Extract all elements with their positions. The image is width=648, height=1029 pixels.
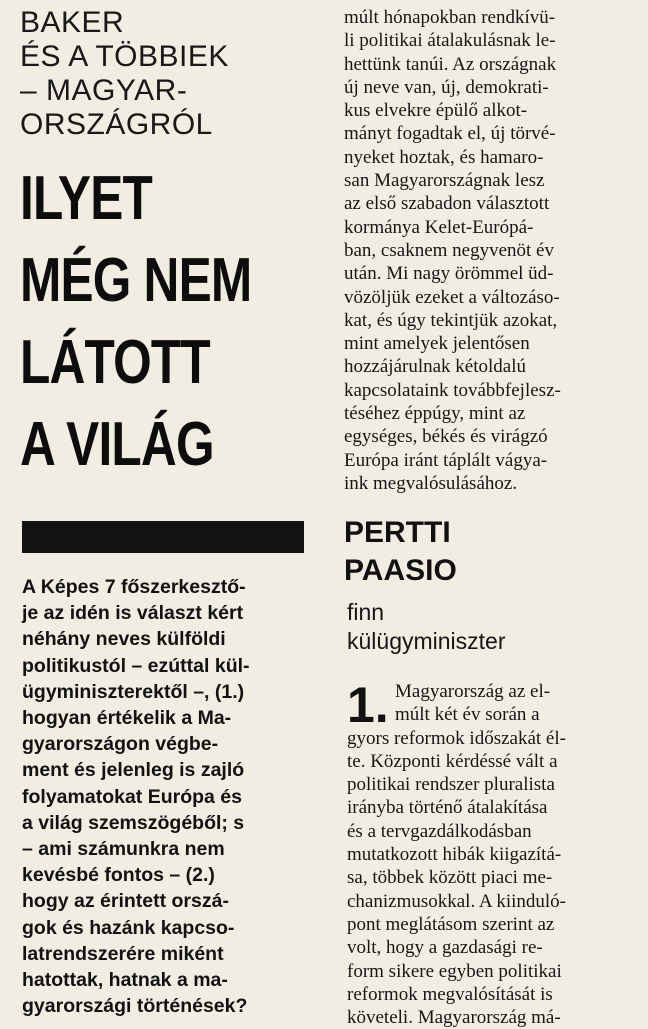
- body-line: li politikai átalakulásnak le-: [344, 30, 556, 52]
- answer-number: 1.: [347, 677, 389, 733]
- intro-line: néhány neves külföldi: [22, 628, 226, 651]
- name-line: PERTTI: [344, 516, 451, 549]
- headline-line: LÁTOTT: [20, 328, 210, 397]
- answer-line: Magyarország az el-: [395, 681, 551, 702]
- kicker-line: BAKER: [20, 6, 125, 39]
- body-line: kus elvekre épülő alkot-: [344, 100, 528, 122]
- answer-line: pont meglátásom szerint az: [347, 913, 555, 935]
- body-line: ban, csaknem negyvenöt év: [344, 239, 554, 261]
- body-line: egységes, békés és virágzó: [344, 426, 548, 448]
- answer-line: gyors reformok időszakát él-: [347, 727, 566, 749]
- interviewee-role: [347, 598, 506, 656]
- intro-line: gok és hazánk kapcso-: [22, 916, 235, 939]
- intro-line: gyarországon végbe-: [22, 733, 219, 756]
- body-line: mint amelyek jelentősen: [344, 333, 530, 355]
- name-line: PAASIO: [344, 554, 457, 587]
- headline-line: ILYET: [20, 164, 152, 233]
- kicker: [20, 6, 320, 142]
- interviewee-name: [344, 514, 457, 590]
- intro-line: hogy az érintett orszá-: [22, 890, 229, 913]
- intro-line: folyamatokat Európa és: [22, 785, 242, 808]
- answer-line: volt, hogy a gazdasági re-: [347, 937, 543, 959]
- intro-line: politikustól – ezúttal kül-: [22, 654, 250, 677]
- divider-bar: [22, 521, 304, 553]
- answer-block: [347, 677, 643, 1029]
- body-line: Európa iránt táplált vágya-: [344, 449, 548, 471]
- role-line: finn: [347, 599, 385, 625]
- intro-line: je az idén is választ kért: [22, 602, 244, 625]
- intro-line: A Képes 7 főszerkesztő-: [22, 576, 246, 598]
- answer-line: múlt két év során a: [395, 704, 540, 726]
- answer-line: és a tervgazdálkodásban: [347, 820, 532, 842]
- intro-line: latrendszerére miként: [22, 942, 224, 965]
- intro-line: hatottak, hatnak a ma-: [22, 969, 228, 992]
- answer-line: chanizmusokkal. A kiinduló-: [347, 890, 567, 912]
- intro-line: ügyminiszterektől –, (1.): [22, 680, 245, 703]
- intro-line: gyarországi történések?: [22, 995, 248, 1018]
- headline: [20, 158, 260, 486]
- body-line: kat, és úgy tekintjük azokat,: [344, 309, 558, 331]
- answer-line: követeli. Magyarország má-: [347, 1007, 561, 1029]
- headline-line: A VILÁG: [20, 410, 214, 479]
- body-line: kormánya Kelet-Európá-: [344, 216, 534, 238]
- body-line: mányt fogadtak el, új törvé-: [344, 123, 556, 145]
- answer-line: sa, többek között piaci me-: [347, 867, 553, 889]
- kicker-line: – MAGYAR-: [20, 74, 188, 107]
- left-column: [20, 6, 320, 486]
- answer-line: irányba történő átalakítása: [347, 797, 548, 819]
- intro-line: kevésbé fontos – (2.): [22, 864, 215, 887]
- kicker-line: ÉS A TÖBBIEK: [20, 40, 229, 73]
- answer-line: reformok megvalósítását is: [347, 983, 553, 1005]
- headline-line: MÉG NEM: [20, 246, 252, 315]
- body-line: hozzájárulnak kétoldalú: [344, 356, 527, 378]
- intro-paragraph: [22, 574, 322, 1019]
- answer-text: [347, 677, 643, 1029]
- kicker-line: ORSZÁGRÓL: [20, 108, 213, 141]
- body-line: nyeket hoztak, és hamaro-: [344, 146, 544, 168]
- body-line: san Magyarországnak lesz: [344, 170, 545, 192]
- answer-line: mutatkozott hibák kiigazítá-: [347, 844, 562, 866]
- body-line: vözöljük ezeket a változáso-: [344, 286, 560, 308]
- body-line: új neve van, új, demokrati-: [344, 76, 549, 98]
- answer-line: te. Központi kérdéssé vált a: [347, 750, 558, 772]
- intro-line: – ami számunkra nem: [22, 838, 225, 861]
- body-line: az első szabadon választott: [344, 193, 550, 215]
- body-line: kapcsolataink továbbfejlesz-: [344, 379, 561, 401]
- body-line: után. Mi nagy örömmel üd-: [344, 263, 554, 285]
- role-line: külügyminiszter: [347, 628, 506, 654]
- body-line: téséhez éppúgy, mint az: [344, 403, 526, 425]
- body-line: ink megvalósulásához.: [344, 472, 518, 494]
- right-column-top-text: [344, 6, 642, 495]
- body-line: múlt hónapokban rendkívü-: [344, 7, 556, 28]
- answer-line: form sikere egyben politikai: [347, 960, 562, 982]
- answer-line: politikai rendszer pluralista: [347, 774, 555, 796]
- body-line: hettünk tanúi. Az országnak: [344, 53, 557, 75]
- intro-line: ment és jelenleg is zajló: [22, 759, 245, 782]
- intro-line: a világ szemszögéből; s: [22, 811, 245, 834]
- intro-line: hogyan értékelik a Ma-: [22, 707, 232, 730]
